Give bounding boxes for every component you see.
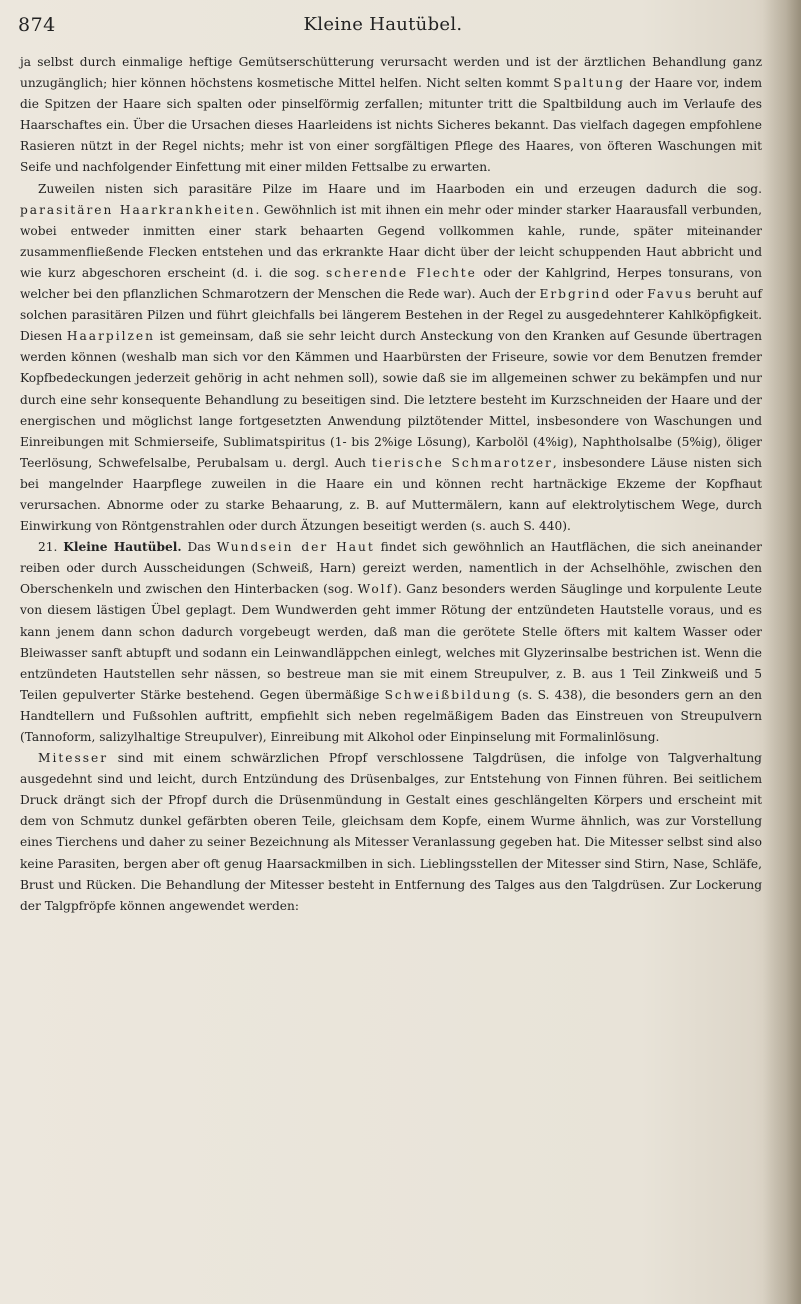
- emphasis-spaced: Mitesser: [38, 751, 109, 766]
- text-run: Das: [181, 540, 217, 555]
- text-run: oder: [611, 287, 648, 302]
- text-run: sind mit einem schwärzlichen Pfropf verschlossene Talgdrüsen, die infolge von Talgverhaltung ausgedehnt sind und leicht, durch Entzündung des Drüsenbalges, zur Entstehung von Finnen führen. Bei seitlichem Druck drängt sich der Pfropf durch die Drüsenmündung in Gestalt eines geschlängelten Körpers und erscheint mit dem von Schmutz dunkel gefärbten oberen Teile, gleichsam dem Kopfe, einem Wurme ähnlich, was zur Vorstellung eines Tierchens und daher zu seiner Bezeichnung als Mitesser Veranlassung gegeben hat. Die Mitesser selbst sind also keine Parasiten, bergen aber oft genug Haarsackmilben in sich. Lieblingsstellen der Mitesser sind Stirn, Nase, Schläfe, Brust und Rücken. Die Behandlung der Mitesser besteht in Entfernung des Talges aus den Talgdrüsen. Zur Lockerung der Talgpfröpfe können angewendet werden:: [20, 751, 762, 913]
- text-run: ). Ganz besonders werden Säuglinge und korpulente Leute von diesem lästigen Übel geplagt. Dem Wundwerden geht immer Rötung der entzündeten Hautstelle voraus, und es kann jenem dann schon dadurch vorgebeugt werden, daß man die gerötete Stelle öfters mit kaltem Wasser oder Bleiwasser sanft abtupft und sodann ein Leinwandläppchen einlegt, welches mit Glyzerinsalbe bestrichen ist. Wenn die entzündeten Hautstellen sehr nässen, so bestreue man sie mit einem Streupulver, z. B. aus 1 Teil Zinkweiß und 5 Teilen gepulverter Stärke bestehend. Gegen übermäßige: [20, 582, 762, 702]
- emphasis-bold: Kleine Hautübel.: [63, 540, 182, 555]
- emphasis-spaced: parasitären Haarkrankheiten: [20, 202, 256, 217]
- text-run: findet sich gewöhnlich an Hautflächen, die sich aneinander reiben oder durch Ausscheidungen (Schweiß, Harn) gereizt werden, namentlich in der Achselhöhle, zwischen den Oberschenkeln und zwischen den Hinterbacken (sog.: [20, 540, 762, 597]
- emphasis-spaced: Favus: [647, 287, 694, 302]
- text-run: ist gemeinsam, daß sie sehr leicht durch Ansteckung von den Kranken auf Gesunde übertragen werden können (weshalb man sich vor den Kämmen und Haarbürsten der Friseure, sowie vor dem Benutzen fremder Kopfbedeckungen jederzeit gehörig in acht nehmen soll), sowie daß sie im allgemeinen schwer zu bekämpfen und nur durch eine sehr konsequente Behandlung zu beseitigen sind. Die letztere besteht im Kurzschneiden der Haare und der energischen und möglichst lange fortgesetzten Anwendung pilztötender Mittel, insbesondere von Waschungen und Einreibungen mit Schmierseife, Sublimatspiritus (1- bis 2%ige Lösung), Karbolöl (4%ig), Naphtholsalbe (5%ig), öliger Teerlösung, Schwefelsalbe, Perubalsam u. dergl. Auch: [20, 329, 762, 470]
- paragraph-hair-splitting: [20, 52, 762, 179]
- text-run: ja selbst durch einmalige heftige Gemütserschütterung verursacht werden und ist der ärztlichen Behandlung ganz unzugänglich; hier können höchstens kosmetische Mittel helfen. Nicht selten kommt: [20, 55, 762, 91]
- paragraph-small-skin-ailments: [20, 537, 762, 748]
- emphasis-spaced: tierische Schmarotzer: [371, 455, 553, 470]
- text-run: Zuweilen nisten sich parasitäre Pilze im Haare und im Haarboden ein und erzeugen dadurch die sog.: [38, 181, 762, 196]
- text-run: (s. S. 438), die besonders gern an den Handtellern und Fußsohlen auftritt, empfiehlt sich neben regelmäßigem Baden das Einstreuen von Streupulvern (Tannoform, salizylhaltige Streupulver), Einreibung mit Alkohol oder Einpinselung mit Formalinlösung.: [20, 687, 763, 744]
- page-header: [18, 14, 748, 40]
- paragraph-blackheads: [20, 748, 762, 917]
- text-run: , insbesondere Läuse nisten sich bei mangelnder Haarpflege zuweilen in die Haare ein und können recht hartnäckige Ekzeme der Kopfhaut verursachen. Abnorme oder zu starke Behaarung, z. B. auf Muttermälern, kann auf elektrolytischem Wege, durch Einwirkung von Röntgenstrahlen oder durch Ätzungen beseitigt werden (s. auch S. 440).: [20, 455, 762, 534]
- text-run: der Haare vor, indem die Spitzen der Haare sich spalten oder pinselförmig zerfallen; mitunter tritt die Spaltbildung auch im Verlaufe des Haarschaftes ein. Über die Ursachen dieses Haarleidens ist nichts Sicheres bekannt. Das vielfach dagegen empfohlene Rasieren nützt in der Regel nichts; mehr ist von einer sorgfältigen Pflege des Haares, von öfteren Waschungen mit Seife und nachfolgender Einfettung mit einer milden Fettsalbe zu erwarten.: [20, 76, 763, 175]
- text-run: 21.: [38, 540, 64, 555]
- emphasis-spaced: Schweißbildung: [384, 687, 513, 702]
- emphasis-spaced: Wundsein der Haut: [216, 540, 375, 555]
- text-run: oder der Kahlgrind, Herpes tonsurans, von welcher bei den pflanzlichen Schmarotzern der Menschen die Rede war). Auch der: [20, 265, 762, 302]
- paragraph-parasitic-hair-diseases: [20, 179, 762, 538]
- emphasis-spaced: Wolf: [357, 582, 394, 597]
- emphasis-spaced: Spaltung: [553, 76, 625, 91]
- text-run: . Gewöhnlich ist mit ihnen ein mehr oder minder starker Haarausfall verbunden, wobei entweder inmitten einer stark behaarten Gegend vollkommen kahle, runde, später miteinander zusammenfließende Flecken entstehen und das erkrankte Haar dicht über der leicht schuppenden Haut abbricht und wie kurz abgeschoren erscheint (d. i. die sog.: [20, 202, 763, 280]
- emphasis-spaced: Erbgrind: [539, 287, 612, 302]
- running-head: Kleine Hautübel.: [303, 14, 463, 35]
- body-text: [20, 52, 762, 917]
- page-number: 874: [18, 14, 56, 36]
- emphasis-spaced: scherende Flechte: [326, 265, 477, 280]
- page-edge-shadow: [763, 0, 801, 1304]
- emphasis-spaced: Haarpilzen: [66, 329, 155, 344]
- text-run: beruht auf solchen parasitären Pilzen und führt gleichfalls bei längerem Bestehen in der Regel zu ausgedehnterer Kahlköpfigkeit. Diesen: [20, 287, 763, 344]
